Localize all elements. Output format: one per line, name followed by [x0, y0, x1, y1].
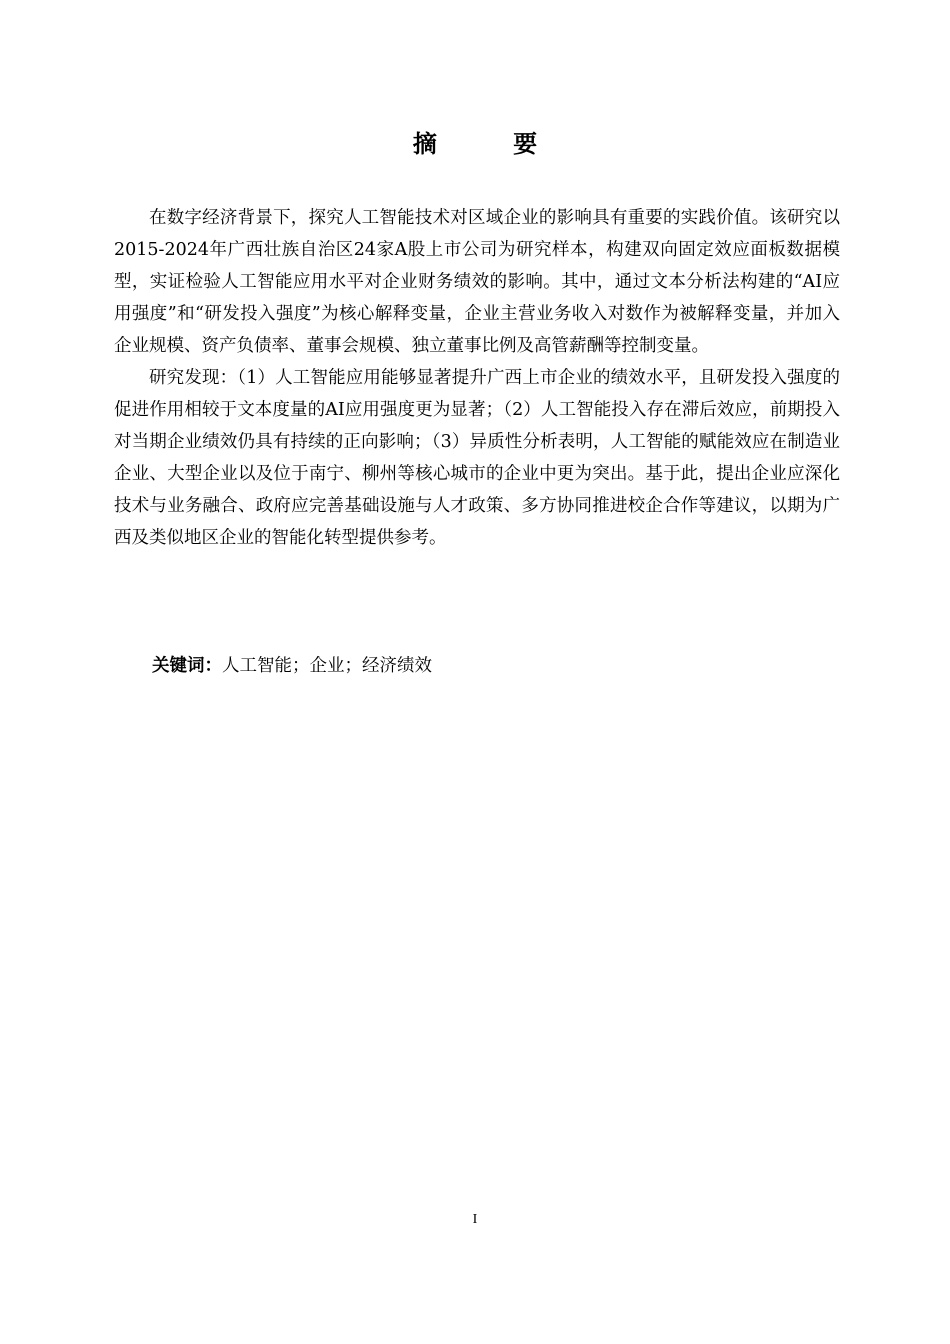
- keywords-label: 关键词：: [152, 656, 222, 676]
- keywords-line: [152, 650, 842, 682]
- abstract-heading: 摘 要: [412, 130, 572, 158]
- page-number: I: [472, 1212, 478, 1227]
- keywords-value: 人工智能；企业；经济绩效: [222, 656, 432, 676]
- abstract-paragraph-1: 在数字经济背景下，探究人工智能技术对区域企业的影响具有重要的实践价值。该研究以2015-2024年广西壮族自治区24家A股上市公司为研究样本，构建双向固定效应面板数据模型，实证检验人工智能应用水平对企业财务绩效的影响。其中，通过文本分析法构建的“AI应用强度”和“研发投入强度”为核心解释变量，企业主营业务收入对数作为被解释变量，并加入企业规模、资产负债率、董事会规模、独立董事比例及高管薪酬等控制变量。: [114, 208, 840, 356]
- abstract-paragraph-2: 研究发现：（1）人工智能应用能够显著提升广西上市企业的绩效水平，且研发投入强度的促进作用相较于文本度量的AI应用强度更为显著；（2）人工智能投入存在滞后效应，前期投入对当期企业绩效仍具有持续的正向影响；（3）异质性分析表明，人工智能的赋能效应在制造业企业、大型企业以及位于南宁、柳州等核心城市的企业中更为突出。基于此，提出企业应深化技术与业务融合、政府应完善基础设施与人才政策、多方协同推进校企合作等建议，以期为广西及类似地区企业的智能化转型提供参考。: [114, 368, 840, 548]
- abstract-body: [114, 202, 840, 554]
